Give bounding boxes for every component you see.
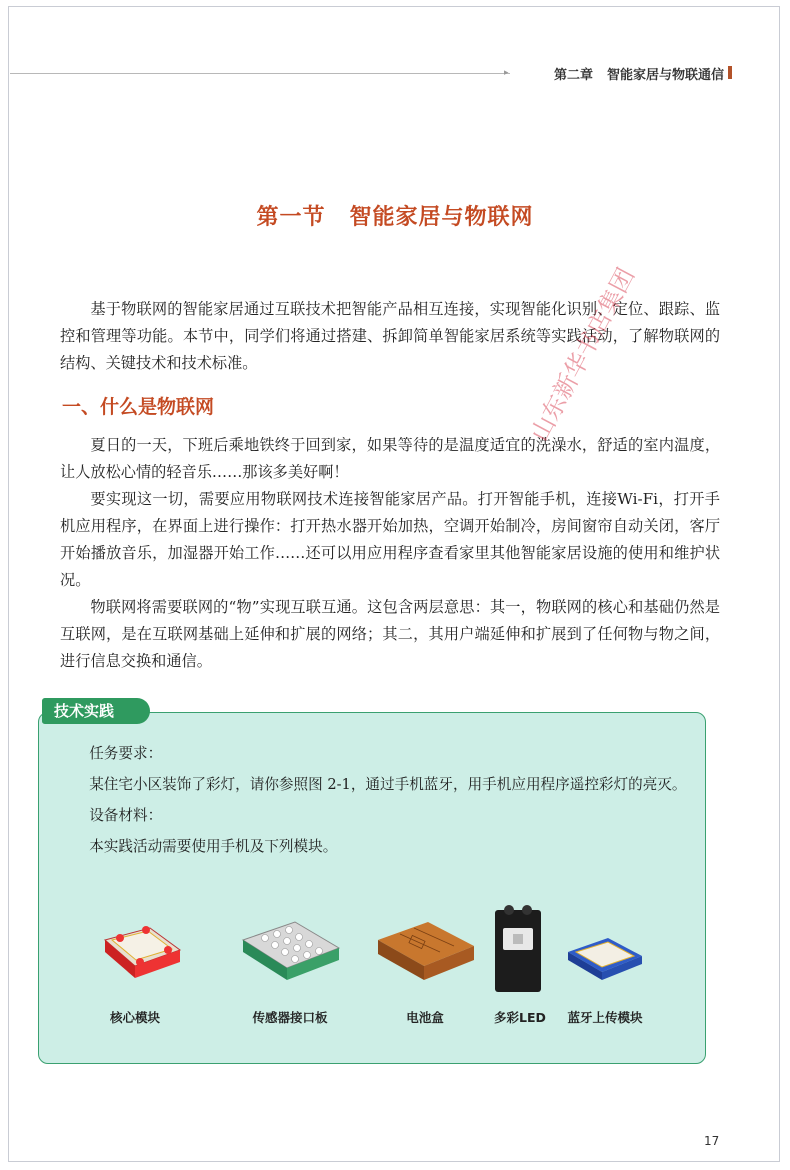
task-text: 某住宅小区装饰了彩灯，请你参照图 2-1，通过手机蓝牙，用手机应用程序遥控彩灯的亮灭。 bbox=[89, 776, 687, 793]
material-label: 设备材料： bbox=[89, 807, 163, 824]
page-number: 17 bbox=[704, 1134, 720, 1148]
task-label: 任务要求： bbox=[89, 745, 163, 762]
color-led-icon bbox=[485, 900, 555, 1000]
material-text: 本实践活动需要使用手机及下列模块。 bbox=[89, 838, 338, 855]
running-header bbox=[10, 66, 724, 82]
subsection-title: 一、什么是物联网 bbox=[62, 396, 215, 418]
header-rule bbox=[10, 73, 510, 74]
body-paragraph-1: 夏日的一天，下班后乘地铁终于回到家，如果等待的是温度适宜的洗澡水，舒适的室内温度，让人放松心情的轻音乐……那该多美好啊！ bbox=[60, 436, 720, 481]
body-paragraph-2: 要实现这一切，需要应用物联网技术连接智能家居产品。打开智能手机，连接Wi-Fi，打开手机应用程序，在界面上进行操作：打开热水器开始加热，空调开始制冷，房间窗帘自动关闭，客厅开始播放音乐，加湿器开始工作……还可以用应用程序查看家里其他智能家居设施的使用和维护状况。 bbox=[60, 490, 720, 589]
practice-text bbox=[60, 738, 690, 862]
module-battery-box: 电池盒 bbox=[370, 900, 480, 1004]
body-paragraph-3: 物联网将需要联网的“物”实现互联互通。这包含两层意思：其一，物联网的核心和基础仍然是互联网，是在互联网基础上延伸和扩展的网络；其二，其用户端延伸和扩展到了任何物与物之间，进行信息交换和通信。 bbox=[60, 598, 720, 670]
watermark: 山东新华书店集团 bbox=[525, 263, 641, 446]
section-title bbox=[0, 200, 790, 231]
body-text bbox=[60, 432, 720, 675]
practice-tag: 技术实践 bbox=[42, 698, 150, 724]
section-name: 智能家居与物联网 bbox=[349, 205, 534, 230]
module-gallery bbox=[80, 900, 680, 1040]
module-color-led: 多彩LED bbox=[485, 900, 555, 1004]
core-module-icon bbox=[80, 900, 190, 1000]
header-accent-bar bbox=[728, 66, 732, 79]
intro-paragraph: 基于物联网的智能家居通过互联技术把智能产品相互连接，实现智能化识别、定位、跟踪、监控和管理等功能。本节中，同学们将通过搭建、拆卸简单智能家居系统等实践活动，了解物联网的结构、关键技术和技术标准。 bbox=[60, 300, 720, 372]
bluetooth-module-icon bbox=[560, 900, 650, 1000]
header-arrow-icon: ▸ bbox=[504, 68, 509, 78]
chapter-title: 智能家居与物联通信 bbox=[606, 68, 724, 83]
section-number: 第一节 bbox=[256, 205, 326, 230]
module-bluetooth: 蓝牙上传模块 bbox=[560, 900, 650, 1004]
chapter-number: 第二章 bbox=[553, 68, 593, 83]
sensor-board-icon bbox=[235, 900, 345, 1000]
battery-box-icon bbox=[370, 900, 480, 1000]
module-core: 核心模块 bbox=[80, 900, 190, 1004]
header-chapter bbox=[554, 64, 724, 83]
module-sensor-board: 传感器接口板 bbox=[235, 900, 345, 1004]
